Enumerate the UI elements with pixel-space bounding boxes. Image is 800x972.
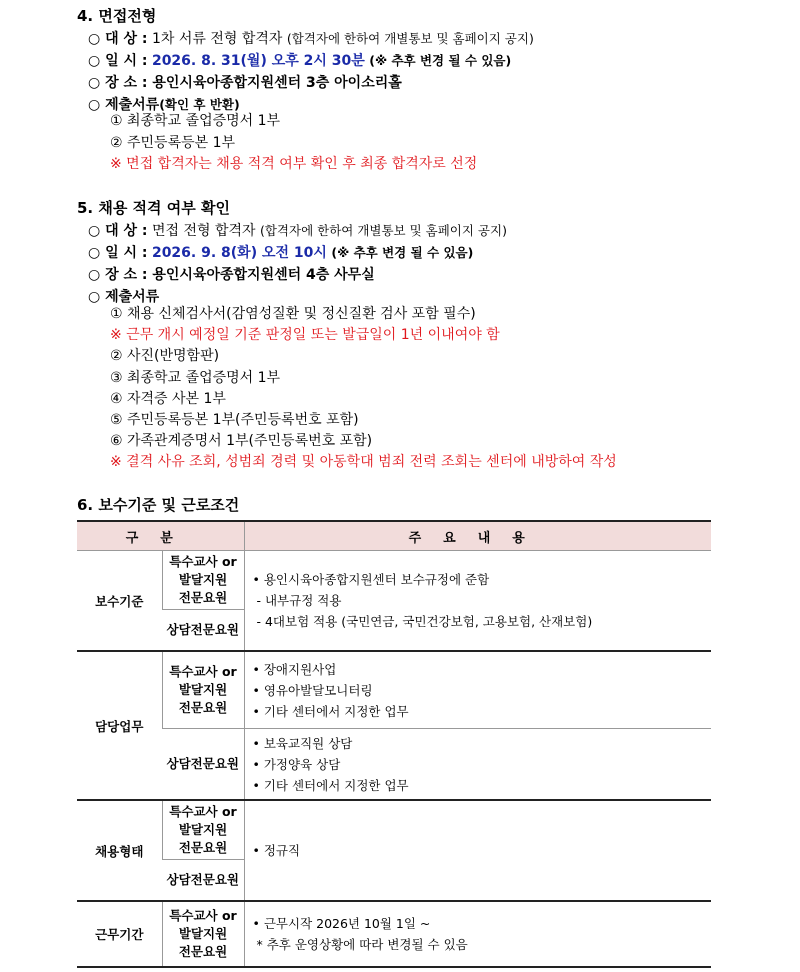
- section5-doc-4: ④ 자격증 사본 1부: [110, 391, 226, 407]
- date-text: 2026. 8. 31(월) 오후 2시 30분: [151, 53, 365, 69]
- row-category-period: 근무기간: [77, 901, 162, 967]
- role-teacher: 특수교사 or 발달지원 전문요원: [162, 551, 244, 610]
- table-header-row: [77, 521, 711, 551]
- employ-content: • 정규직: [244, 800, 711, 901]
- target-note: (합격자에 한하여 개별통보 및 홈페이지 공지): [259, 223, 507, 238]
- section4-target: [88, 30, 534, 48]
- duty-counsel-content: • 보육교직원 상담 • 가정양육 상담 • 기타 센터에서 지정한 업무: [244, 729, 711, 801]
- header-category: 구분: [77, 521, 244, 551]
- docs-note: (확인 후 반환): [159, 97, 240, 112]
- header-content: 주요내용: [244, 521, 711, 551]
- place-label: ○ 장 소 :: [88, 75, 148, 91]
- target-note: (합격자에 한하여 개별통보 및 홈페이지 공지): [286, 31, 534, 46]
- section4-doc-1: ① 최종학교 졸업증명서 1부: [110, 113, 281, 129]
- role-teacher: 특수교사 or 발달지원 전문요원: [162, 800, 244, 860]
- table-row: [77, 901, 711, 967]
- date-note: (※ 추후 변경 될 수 있음): [369, 53, 512, 68]
- period-content: • 근무시작 2026년 10월 1일 ~ * 추후 운영상황에 따라 변경될 수 있음: [244, 901, 711, 967]
- place-label: ○ 장 소 :: [88, 267, 148, 283]
- target-label: ○ 대 상 :: [88, 31, 148, 47]
- section5-date: [88, 244, 473, 262]
- section5-doc-3: ③ 최종학교 졸업증명서 1부: [110, 370, 281, 386]
- table-row: [77, 651, 711, 729]
- row-category-duty: 담당업무: [77, 651, 162, 800]
- section5-warning: ※ 결격 사유 조회, 성범죄 경력 및 아동학대 범죄 전력 조회는 센터에 내방하여 작성: [110, 454, 617, 470]
- role-counsel: 상담전문요원: [162, 729, 244, 801]
- date-text: 2026. 9. 8(화) 오전 10시: [151, 245, 327, 261]
- row-category-employ: 채용형태: [77, 800, 162, 901]
- section5-doc-5: ⑤ 주민등록등본 1부(주민등록번호 포함): [110, 412, 359, 428]
- section5-doc-2: ② 사진(반명함판): [110, 348, 220, 364]
- role-counsel: 상담전문요원: [162, 610, 244, 652]
- section5-place: [88, 266, 375, 284]
- section5-doc-6: ⑥ 가족관계증명서 1부(주민등록번호 포함): [110, 433, 373, 449]
- pay-conditions-table: [77, 520, 711, 968]
- section5-docs-label: ○ 제출서류: [88, 289, 160, 305]
- duty-teacher-content: • 장애지원사업 • 영유아발달모니터링 • 기타 센터에서 지정한 업무: [244, 651, 711, 729]
- section5-doc1-warning: ※ 근무 개시 예정일 기준 판정일 또는 발급일이 1년 이내여야 함: [110, 327, 500, 343]
- role-counsel: 상담전문요원: [162, 860, 244, 902]
- section4-date: [88, 52, 511, 70]
- table-row: [77, 551, 711, 610]
- target-label: ○ 대 상 :: [88, 223, 148, 239]
- docs-label: ○ 제출서류: [88, 97, 160, 113]
- section5-target: [88, 222, 507, 240]
- section5-doc-1: ① 채용 신체검사서(감염성질환 및 정신질환 검사 포함 필수): [110, 306, 476, 322]
- row-category-pay: 보수기준: [77, 551, 162, 652]
- target-text: 면접 전형 합격자: [151, 223, 256, 239]
- pay-content: • 용인시육아종합지원센터 보수규정에 준함 - 내부규정 적용 - 4대보험 적용 (국민연금, 국민건강보험, 고용보험, 산재보험): [244, 551, 711, 652]
- section5-title: 5. 채용 적격 여부 확인: [77, 199, 230, 217]
- section4-title: 4. 면접전형: [77, 7, 157, 25]
- table-row: [77, 800, 711, 860]
- role-teacher: 특수교사 or 발달지원 전문요원: [162, 901, 244, 967]
- section6-title: 6. 보수기준 및 근로조건: [77, 496, 240, 514]
- table-row: [77, 729, 711, 801]
- date-note: (※ 추후 변경 될 수 있음): [331, 245, 474, 260]
- place-text: 용인시육아종합지원센터 4층 사무실: [152, 267, 375, 283]
- date-label: ○ 일 시 :: [88, 245, 148, 261]
- section4-warning: ※ 면접 합격자는 채용 적격 여부 확인 후 최종 합격자로 선정: [110, 156, 478, 172]
- date-label: ○ 일 시 :: [88, 53, 148, 69]
- role-teacher: 특수교사 or 발달지원 전문요원: [162, 651, 244, 729]
- target-text: 1차 서류 전형 합격자: [151, 31, 283, 47]
- section4-doc-2: ② 주민등록등본 1부: [110, 135, 236, 151]
- place-text: 용인시육아종합지원센터 3층 아이소리홀: [152, 75, 402, 91]
- section4-place: [88, 74, 402, 92]
